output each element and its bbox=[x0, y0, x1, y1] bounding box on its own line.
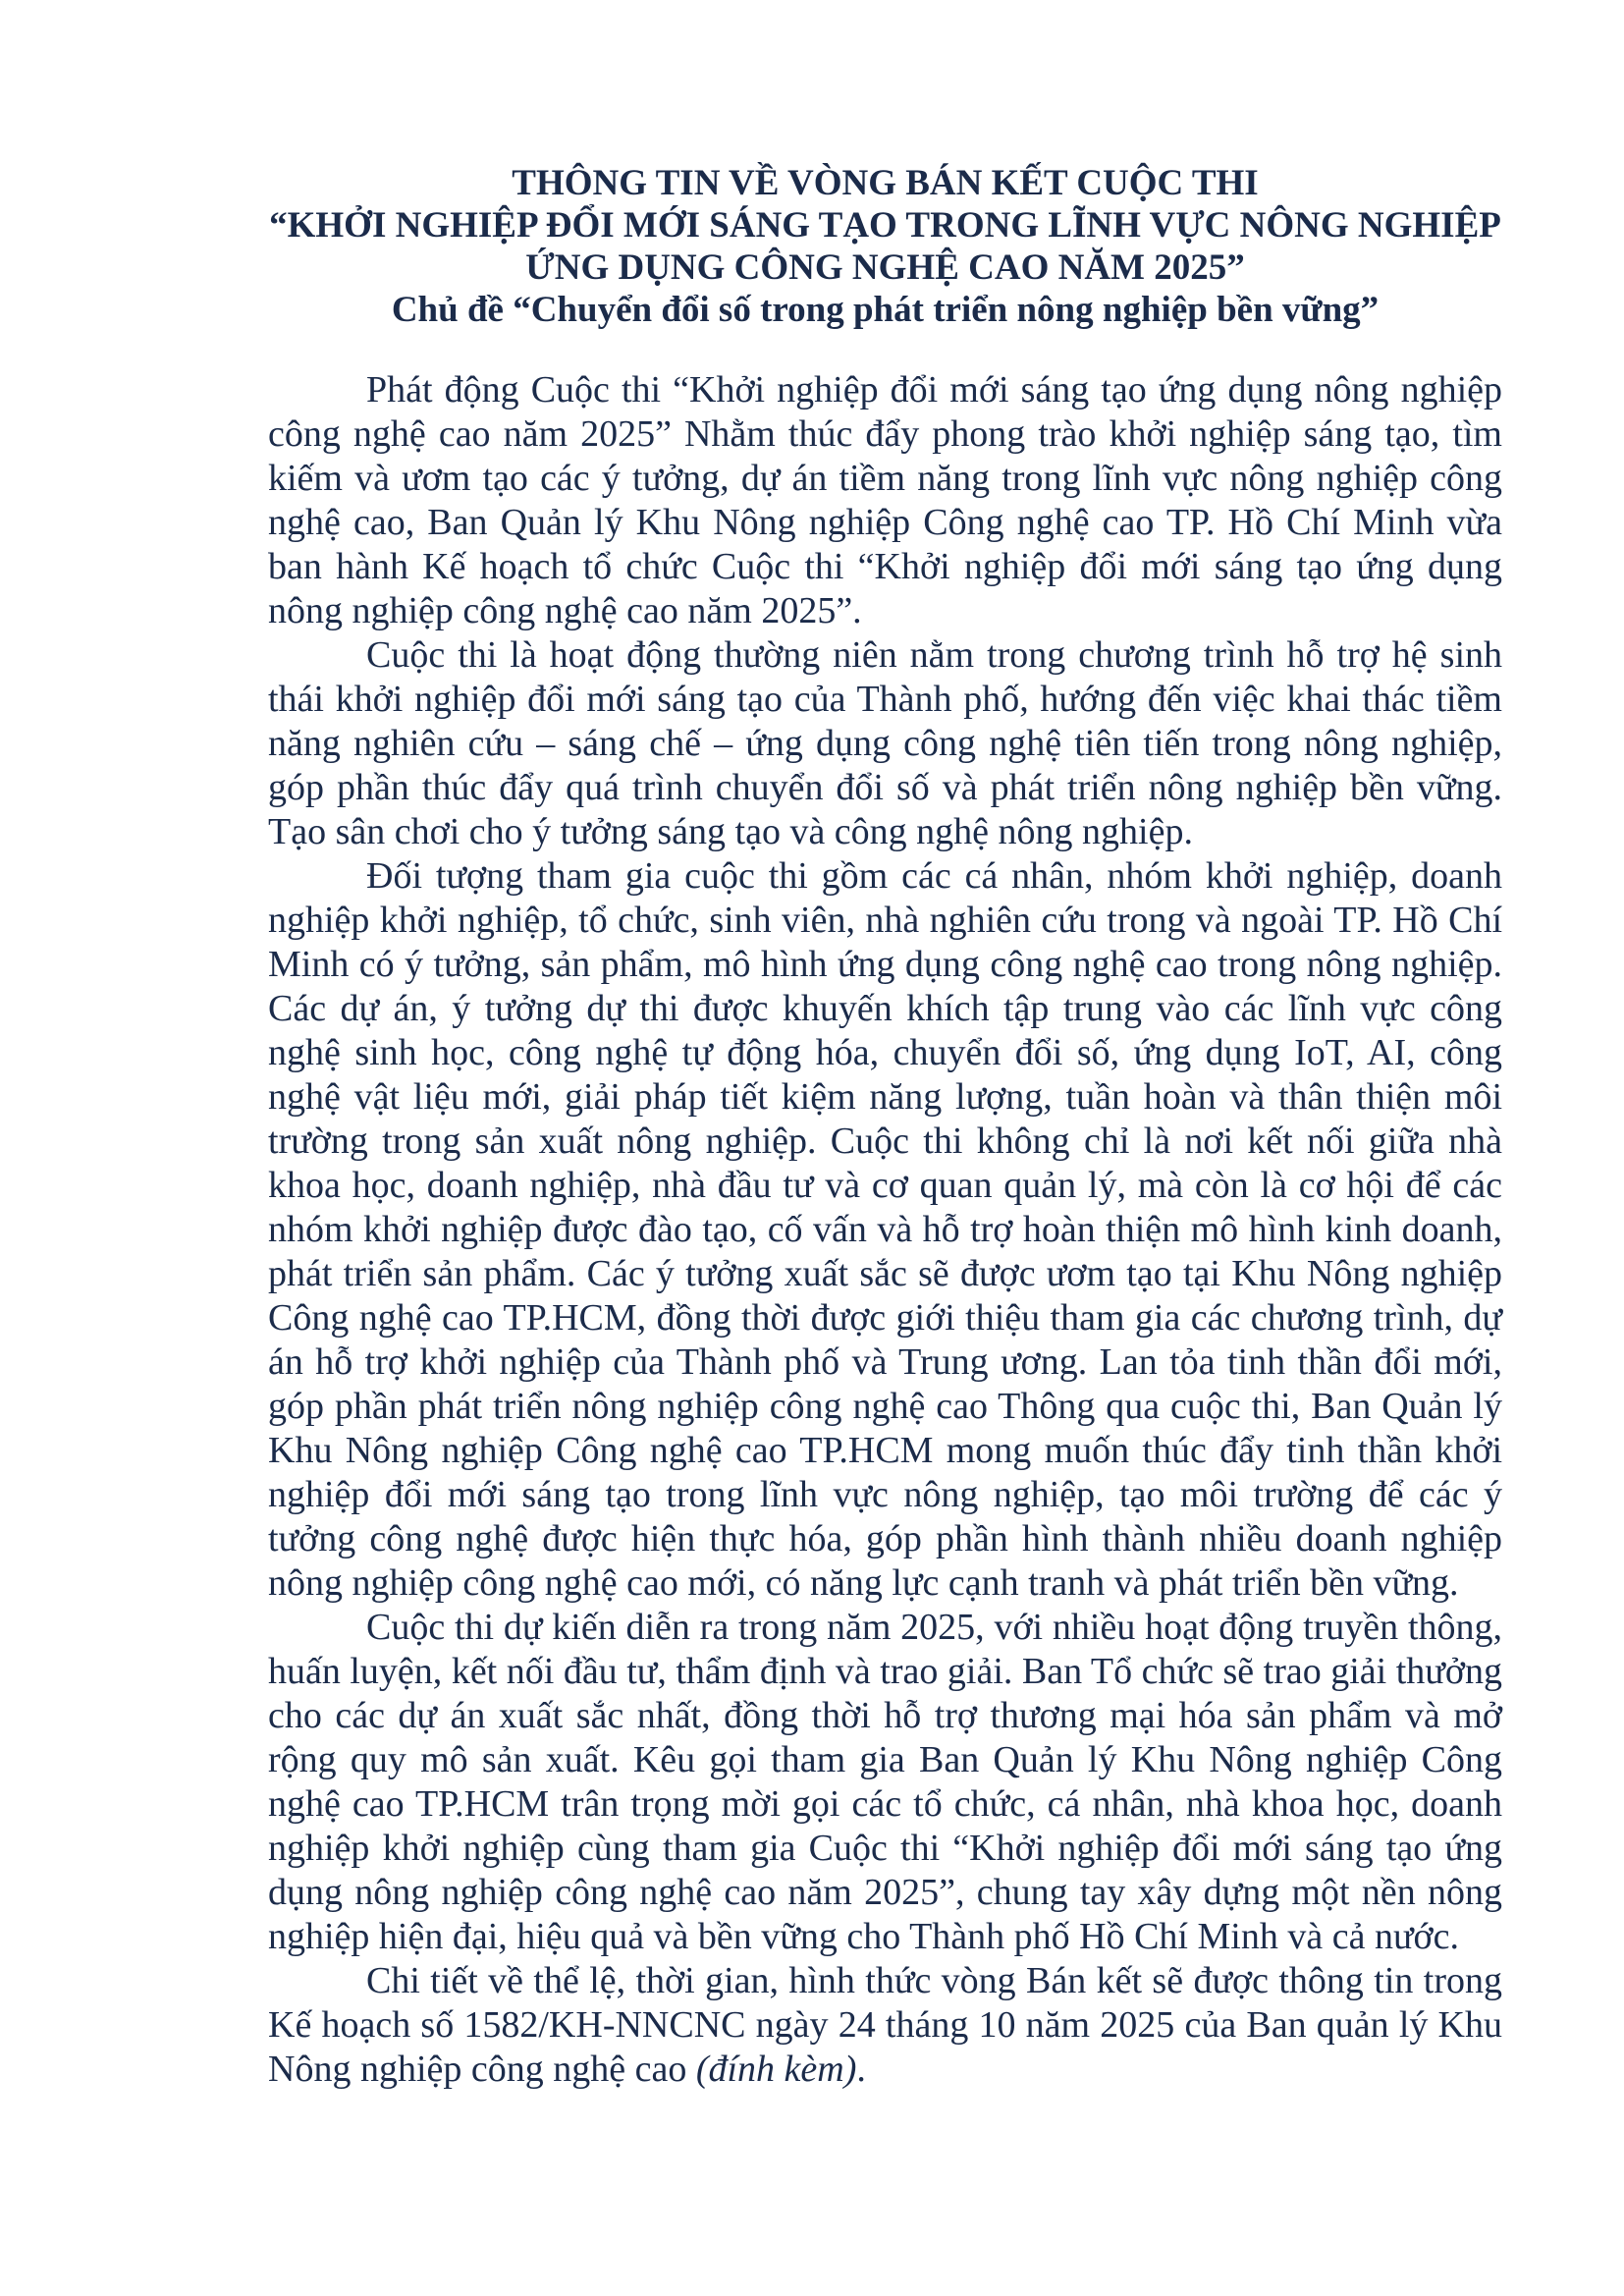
paragraph-run-italic: (đính kèm) bbox=[695, 2049, 857, 2090]
title-line-1: THÔNG TIN VỀ VÒNG BÁN KẾT CUỘC THI bbox=[512, 163, 1259, 203]
paragraph-run: . bbox=[856, 2049, 866, 2090]
paragraph-2 bbox=[268, 633, 1502, 854]
paragraph-4 bbox=[268, 1606, 1502, 1959]
document-body bbox=[268, 368, 1502, 2092]
title-line-3: ỨNG DỤNG CÔNG NGHỆ CAO NĂM 2025” bbox=[525, 247, 1245, 288]
paragraph-run: Cuộc thi là hoạt động thường niên nằm trong chương trình hỗ trợ hệ sinh thái khởi nghiệp đổi mới sáng tạo của Thành phố, hướng đến việc khai thác tiềm năng nghiên cứu – sáng chế – ứng dụng công nghệ tiên tiến trong nông nghiệp, góp phần thúc đẩy quá trình chuyển đổi số và phát triển nông nghiệp bền vững. Tạo sân chơi cho ý tưởng sáng tạo và công nghệ nông nghiệp. bbox=[268, 634, 1502, 852]
paragraph-run: Phát động Cuộc thi “Khởi nghiệp đổi mới sáng tạo ứng dụng nông nghiệp công nghệ cao năm 2025” Nhằm thúc đẩy phong trào khởi nghiệp sáng tạo, tìm kiếm và ươm tạo các ý tưởng, dự án tiềm năng trong lĩnh vực nông nghiệp công nghệ cao, Ban Quản lý Khu Nông nghiệp Công nghệ cao TP. Hồ Chí Minh vừa ban hành Kế hoạch tổ chức Cuộc thi “Khởi nghiệp đổi mới sáng tạo ứng dụng nông nghiệp công nghệ cao năm 2025”. bbox=[268, 369, 1502, 631]
document-title bbox=[268, 162, 1502, 331]
paragraph-3 bbox=[268, 854, 1502, 1606]
title-line-2: “KHỞI NGHIỆP ĐỔI MỚI SÁNG TẠO TRONG LĨNH VỰC NÔNG NGHIỆP bbox=[269, 205, 1501, 246]
paragraph-run: Cuộc thi dự kiến diễn ra trong năm 2025, với nhiều hoạt động truyền thông, huấn luyện, kết nối đầu tư, thẩm định và trao giải. Ban Tổ chức sẽ trao giải thưởng cho các dự án xuất sắc nhất, đồng thời hỗ trợ thương mại hóa sản phẩm và mở rộng quy mô sản xuất. Kêu gọi tham gia Ban Quản lý Khu Nông nghiệp Công nghệ cao TP.HCM trân trọng mời gọi các tổ chức, cá nhân, nhà khoa học, doanh nghiệp khởi nghiệp cùng tham gia Cuộc thi “Khởi nghiệp đổi mới sáng tạo ứng dụng nông nghiệp công nghệ cao năm 2025”, chung tay xây dựng một nền nông nghiệp hiện đại, hiệu quả và bền vững cho Thành phố Hồ Chí Minh và cả nước. bbox=[268, 1607, 1502, 1957]
title-subtitle: Chủ đề “Chuyển đổi số trong phát triển nông nghiệp bền vững” bbox=[391, 290, 1380, 330]
paragraph-run: Đối tượng tham gia cuộc thi gồm các cá nhân, nhóm khởi nghiệp, doanh nghiệp khởi nghiệp, tổ chức, sinh viên, nhà nghiên cứu trong và ngoài TP. Hồ Chí Minh có ý tưởng, sản phẩm, mô hình ứng dụng công nghệ cao trong nông nghiệp. Các dự án, ý tưởng dự thi được khuyến khích tập trung vào các lĩnh vực công nghệ sinh học, công nghệ tự động hóa, chuyển đổi số, ứng dụng IoT, AI, công nghệ vật liệu mới, giải pháp tiết kiệm năng lượng, tuần hoàn và thân thiện môi trường trong sản xuất nông nghiệp. Cuộc thi không chỉ là nơi kết nối giữa nhà khoa học, doanh nghiệp, nhà đầu tư và cơ quan quản lý, mà còn là cơ hội để các nhóm khởi nghiệp được đào tạo, cố vấn và hỗ trợ hoàn thiện mô hình kinh doanh, phát triển sản phẩm. Các ý tưởng xuất sắc sẽ được ươm tạo tại Khu Nông nghiệp Công nghệ cao TP.HCM, đồng thời được giới thiệu tham gia các chương trình, dự án hỗ trợ khởi nghiệp của Thành phố và Trung ương. Lan tỏa tinh thần đổi mới, góp phần phát triển nông nghiệp công nghệ cao Thông qua cuộc thi, Ban Quản lý Khu Nông nghiệp Công nghệ cao TP.HCM mong muốn thúc đẩy tinh thần khởi nghiệp đổi mới sáng tạo trong lĩnh vực nông nghiệp, tạo môi trường để các ý tưởng công nghệ được hiện thực hóa, góp phần hình thành nhiều doanh nghiệp nông nghiệp công nghệ cao mới, có năng lực cạnh tranh và phát triển bền vững. bbox=[268, 855, 1502, 1604]
paragraph-1 bbox=[268, 368, 1502, 633]
paragraph-5 bbox=[268, 1959, 1502, 2092]
paragraph-run: Chi tiết về thể lệ, thời gian, hình thức vòng Bán kết sẽ được thông tin trong Kế hoạch số 1582/KH-NNCNC ngày 24 tháng 10 năm 2025 của Ban quản lý Khu Nông nghiệp công nghệ cao bbox=[268, 1960, 1502, 2090]
